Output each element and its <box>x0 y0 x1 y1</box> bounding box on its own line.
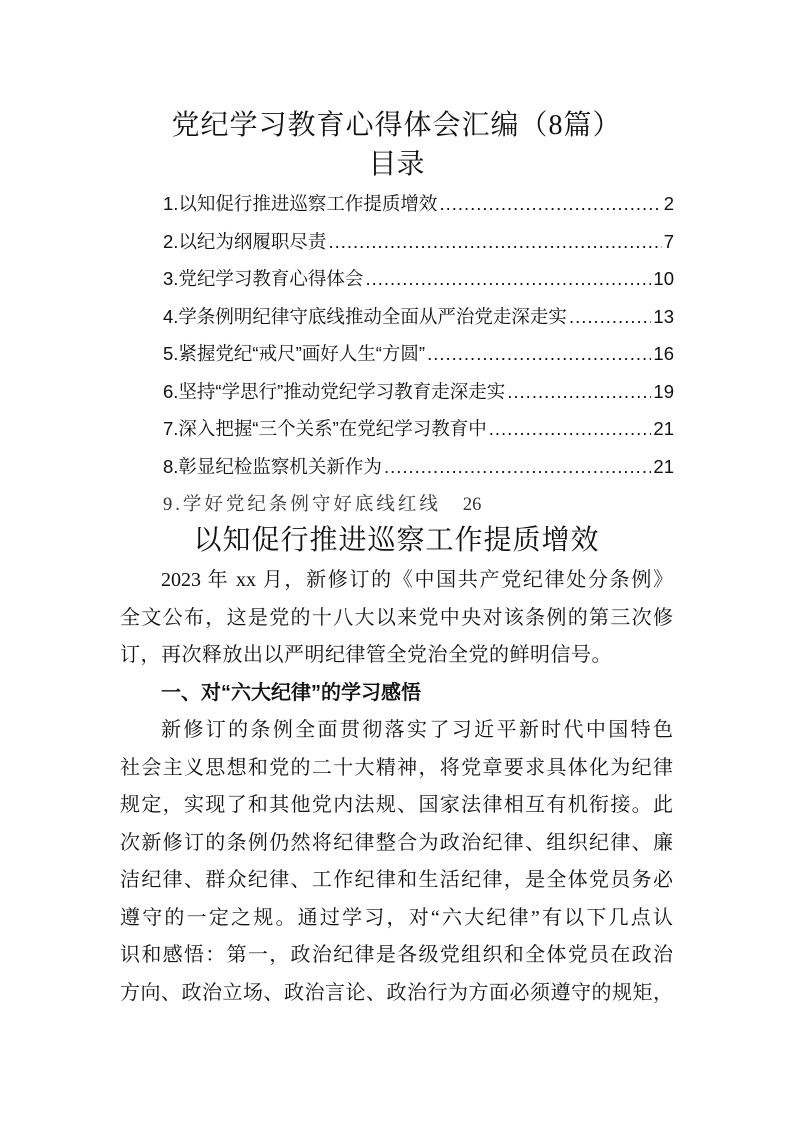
table-of-contents <box>163 190 674 528</box>
paragraph-line: 洁纪律、群众纪律、工作纪律和生活纪律，是全体党员务必 <box>120 869 673 891</box>
toc-leader <box>384 456 651 478</box>
toc-entry[interactable] <box>163 190 674 228</box>
toc-entry-page: 10 <box>653 268 674 289</box>
toc-entry-label: 5.紧握党纪“戒尺”画好人生“方圆” <box>163 343 426 364</box>
toc-entry-page: 7 <box>663 230 674 252</box>
article-body <box>120 562 673 1012</box>
toc-entry-label: 3.党纪学习教育心得体会 <box>163 268 364 289</box>
toc-entry[interactable] <box>163 340 674 378</box>
paragraph-line: 次新修订的条例仍然将纪律整合为政治纪律、组织纪律、廉 <box>120 831 673 854</box>
paragraph-line: 识和感悟：第一，政治纪律是各级党组织和全体党员在政治 <box>120 944 673 966</box>
document-title: 党纪学习教育心得体会汇编（8篇） <box>171 110 622 141</box>
paragraph-line: 订，再次释放出以严明纪律管全党治全党的鲜明信号。 <box>120 644 612 666</box>
toc-title: 目录 <box>368 149 425 180</box>
toc-leader <box>365 268 651 290</box>
toc-entry-label: 2.以纪为纲履职尽责 <box>163 230 327 252</box>
toc-leader <box>507 381 651 403</box>
paragraph-line: 全文公布，这是党的十八大以来党中央对该条例的第三次修 <box>120 606 673 629</box>
paragraph-line: 2023 年 xx 月，新修订的《中国共产党纪律处分条例》 <box>161 569 673 591</box>
toc-entry-label: 8.彰显纪检监察机关新作为 <box>163 455 382 477</box>
toc-entry[interactable] <box>163 265 674 303</box>
toc-entry[interactable] <box>163 228 674 266</box>
toc-entry-page: 19 <box>653 380 674 402</box>
toc-entry-label: 6.坚持“学思行”推动党纪学习教育走深走实 <box>163 380 506 402</box>
toc-entry-page: 21 <box>653 455 674 477</box>
toc-leader <box>489 418 652 440</box>
toc-entry-label: 9.学好党纪条例守好底线红线 <box>163 495 441 515</box>
toc-entry-page: 13 <box>653 305 674 327</box>
paragraph-line: 社会主义思想和党的二十大精神，将党章要求具体化为纪律 <box>120 756 673 779</box>
paragraph-line: 规定，实现了和其他党内法规、国家法律相互有机衔接。此 <box>120 794 673 816</box>
section-heading: 一、对“六大纪律”的学习感悟 <box>161 681 421 704</box>
toc-leader <box>569 306 651 328</box>
article-heading: 以知促行推进巡察工作提质增效 <box>193 525 600 556</box>
toc-leader <box>427 343 651 365</box>
toc-entry-page: 26 <box>462 495 482 515</box>
toc-entry[interactable] <box>163 378 674 416</box>
paragraph-line: 方向、政治立场、政治言论、政治行为方面必须遵守的规矩， <box>120 981 673 1004</box>
toc-entry-label: 1.以知促行推进巡察工作提质增效 <box>163 193 438 214</box>
toc-entry-page: 2 <box>663 193 674 214</box>
toc-leader <box>439 193 661 215</box>
toc-entry-label: 4.学条例明纪律守底线推动全面从严治党走深走实 <box>163 305 567 327</box>
toc-entry-page: 21 <box>653 418 674 439</box>
toc-entry[interactable] <box>163 303 674 341</box>
paragraph-line: 新修订的条例全面贯彻落实了习近平新时代中国特色 <box>161 719 673 741</box>
toc-entry-label: 7.深入把握“三个关系”在党纪学习教育中 <box>163 418 487 439</box>
toc-entry-page: 16 <box>653 343 674 364</box>
toc-entry[interactable] <box>163 453 674 491</box>
toc-leader <box>328 231 661 253</box>
paragraph-line: 遵守的一定之规。通过学习，对“六大纪律”有以下几点认 <box>120 906 673 929</box>
toc-entry[interactable] <box>163 415 674 453</box>
